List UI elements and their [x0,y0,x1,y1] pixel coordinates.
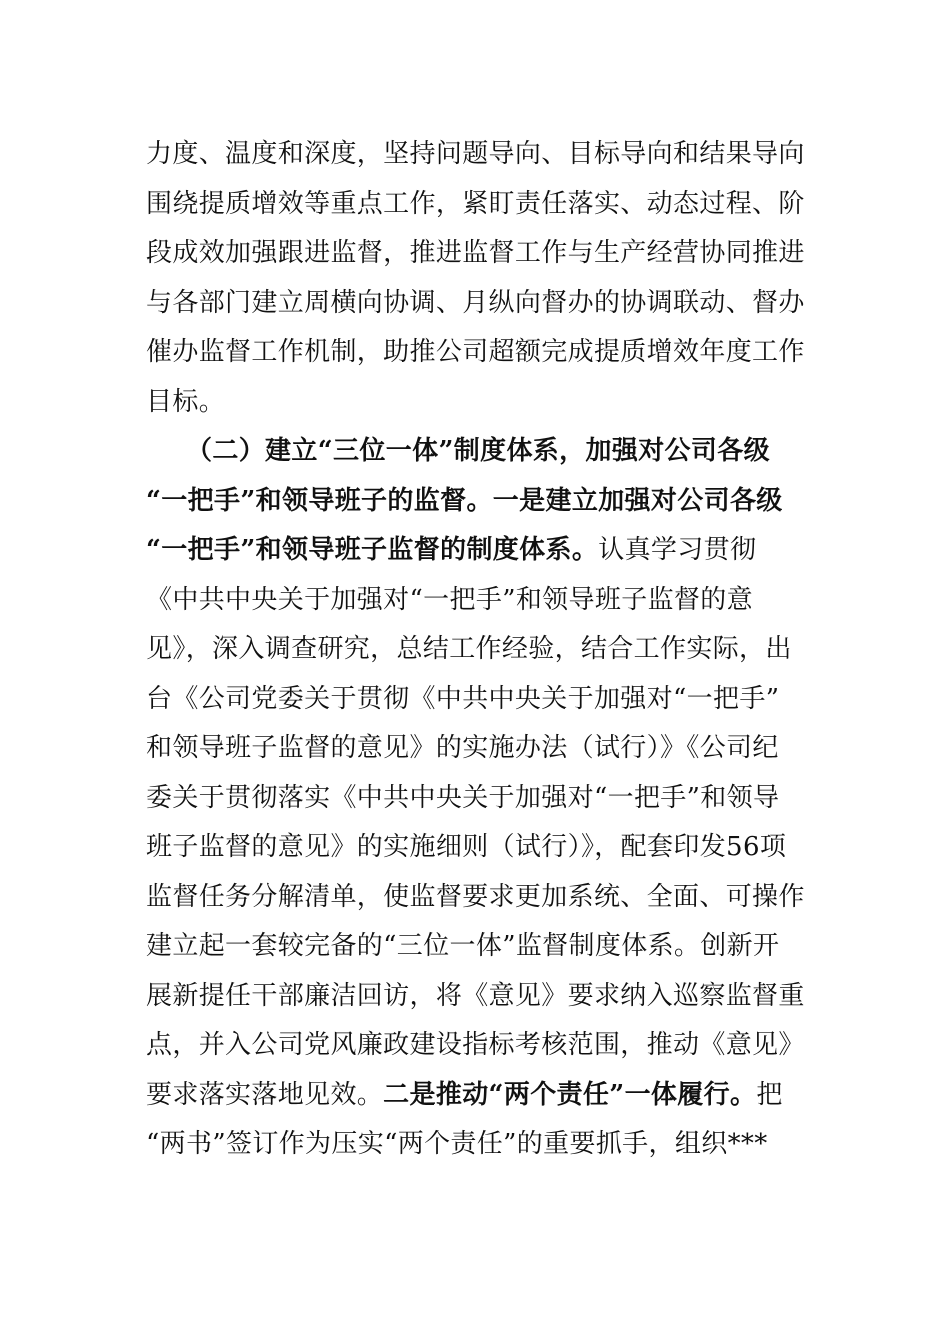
text-line: 点，并入公司党风廉政建设指标考核范围，推动《意见》 [146,1030,805,1060]
text-line: 见》，深入调查研究，总结工作经验，结合工作实际，出 [146,634,792,664]
paragraph-2 [146,427,806,1170]
text-line: 班子监督的意见》的实施细则（试行）》，配套印发56项 [146,832,787,862]
text-line [146,526,806,576]
text-line: 委关于贯彻落实《中共中央关于加强对“一把手”和领导 [146,782,780,813]
text-line: 台《公司党委关于贯彻《中共中央关于加强对“一把手” [146,683,780,714]
text-line: 展新提任干部廉洁回访，将《意见》要求纳入巡察监督重 [146,980,805,1011]
text-line: 催办监督工作机制，助推公司超额完成提质增效年度工作 [146,337,805,367]
bold-lead-text: “一把手”和领导班子监督的制度体系。 [146,535,599,565]
paragraph-1 [146,130,806,427]
text-line: 监督任务分解清单，使监督要求更加系统、全面、可操作 [146,881,805,912]
text-line: 围绕提质增效等重点工作，紧盯责任落实、动态过程、阶 [146,188,805,219]
body-text: 要求落实落地见效。 [146,1079,384,1110]
body-text: 把 [756,1079,783,1110]
text-line: 段成效加强跟进监督，推进监督工作与生产经营协同推进 [146,238,805,268]
body-text: 认真学习贯彻 [598,535,757,565]
bold-lead-text: 二是推动“两个责任”一体履行。 [383,1079,757,1110]
section-heading-continued: “一把手”和领导班子的监督。一是建立加强对公司各级 [146,485,783,516]
text-line: 目标。 [146,386,226,417]
text-line: “两书”签订作为压实“两个责任”的重要抓手，组织*** [146,1129,768,1159]
document-page [146,130,806,1170]
text-line: 力度、温度和深度，坚持问题导向、目标导向和结果导向 [146,139,805,169]
text-line: 与各部门建立周横向协调、月纵向督办的协调联动、督办 [146,287,805,318]
text-line: 建立起一套较完备的“三位一体”监督制度体系。创新开 [146,931,780,961]
text-line: 和领导班子监督的意见》的实施办法（试行）》《公司纪 [146,733,779,763]
text-line [146,1071,806,1121]
section-heading: （二）建立“三位一体”制度体系，加强对公司各级 [186,436,770,466]
text-line: 《中共中央关于加强对“一把手”和领导班子监督的意 [146,584,753,615]
